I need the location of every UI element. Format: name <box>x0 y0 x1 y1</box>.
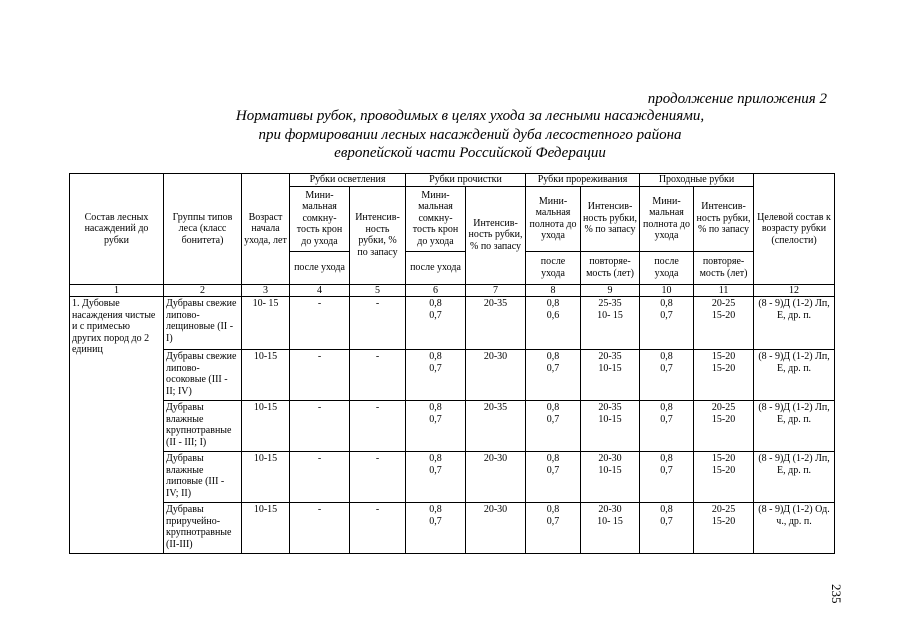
c10-value-a: 0,8 <box>660 402 673 413</box>
subheader-c10: Мини-мальная полнота до ухода <box>640 186 694 251</box>
c9-value-a: 20-35 <box>598 351 622 362</box>
c9-cell <box>581 452 640 503</box>
target-cell: (8 - 9)Д (1-2) Лп, Е, др. п. <box>754 401 835 452</box>
sub2-c4: после ухода <box>290 251 350 284</box>
c4-cell: - <box>290 452 350 503</box>
c9-cell <box>581 503 640 554</box>
c10-cell <box>640 503 694 554</box>
target-cell: (8 - 9)Д (1-2) Лп, Е, др. п. <box>754 350 835 401</box>
sub2-c9: повторяе-мость (лет) <box>581 251 640 284</box>
title-line-2: при формировании лесных насаждений дуба лесостепного района <box>258 127 682 143</box>
age-cell: 10- 15 <box>242 297 290 350</box>
c4-cell: - <box>290 350 350 401</box>
subheader-c6: Мини-мальная сомкну-тость крон до ухода <box>406 186 466 251</box>
c4-cell: - <box>290 503 350 554</box>
forest-group-cell: Дубравы приручейно-крупнотравные (II-III) <box>164 503 242 554</box>
target-cell: (8 - 9)Д (1-2) Од. ч., др. п. <box>754 503 835 554</box>
c10-value-a: 0,8 <box>660 504 673 515</box>
header-target: Целевой состав к возрасту рубки (спелости) <box>754 174 835 285</box>
c9-value-a: 25-35 <box>598 298 622 309</box>
c7-cell: 20-35 <box>466 297 526 350</box>
c10-value-b: 0,7 <box>660 362 673 374</box>
c9-value-a: 20-30 <box>598 504 622 515</box>
composition-cell: 1. Дубовые насаждения чистые и с примесью других пород до 2 единиц <box>70 297 164 554</box>
c11-cell <box>694 350 754 401</box>
c11-value-a: 15-20 <box>711 351 736 362</box>
c6-value-b: 0,7 <box>429 464 442 476</box>
sub2-c10: после ухода <box>640 251 694 284</box>
c9-value-a: 20-35 <box>598 402 622 413</box>
subheader-c7: Интенсив-ность рубки, % по запасу <box>466 186 526 284</box>
c10-value-b: 0,7 <box>660 413 673 425</box>
c8-cell <box>526 401 581 452</box>
c10-cell <box>640 401 694 452</box>
col-number: 8 <box>526 284 581 297</box>
sub2-c11: повторяе-мость (лет) <box>694 251 754 284</box>
c11-cell <box>694 452 754 503</box>
c8-value-a: 0,8 <box>546 298 560 309</box>
header-composition: Состав лесных насаждений до рубки <box>70 174 164 285</box>
c8-value-b: 0,7 <box>546 413 560 425</box>
col-number: 4 <box>290 284 350 297</box>
age-cell: 10-15 <box>242 401 290 452</box>
c10-value-b: 0,7 <box>660 309 673 321</box>
c7-cell: 20-30 <box>466 452 526 503</box>
c11-value-b: 15-20 <box>711 464 736 476</box>
col-number: 2 <box>164 284 242 297</box>
c8-value-a: 0,8 <box>546 453 560 464</box>
c11-value-a: 20-25 <box>711 504 736 515</box>
c10-cell <box>640 452 694 503</box>
c10-value-a: 0,8 <box>660 298 673 309</box>
table-row <box>70 297 835 350</box>
norms-table <box>69 173 835 554</box>
c10-value-b: 0,7 <box>660 515 673 527</box>
age-cell: 10-15 <box>242 350 290 401</box>
subheader-c9: Интенсив-ность рубки, % по запасу <box>581 186 640 251</box>
c6-value-b: 0,7 <box>429 413 442 425</box>
c5-cell: - <box>350 297 406 350</box>
c10-value-b: 0,7 <box>660 464 673 476</box>
c6-value-a: 0,8 <box>429 453 442 464</box>
c8-value-a: 0,8 <box>546 402 560 413</box>
c8-cell <box>526 350 581 401</box>
c6-cell <box>406 297 466 350</box>
c8-value-b: 0,6 <box>546 309 560 321</box>
col-number: 6 <box>406 284 466 297</box>
subheader-c5: Интенсив-ность рубки, % по запасу <box>350 186 406 284</box>
c11-value-a: 20-25 <box>711 402 736 413</box>
subheader-c4: Мини-мальная сомкну-тость крон до ухода <box>290 186 350 251</box>
col-number: 5 <box>350 284 406 297</box>
c7-cell: 20-35 <box>466 401 526 452</box>
title-line-3: европейской части Российской Федерации <box>334 145 606 161</box>
header-thinning: Рубки прореживания <box>526 174 640 187</box>
c9-value-b: 10- 15 <box>597 309 623 321</box>
c11-value-a: 20-25 <box>711 298 736 309</box>
appendix-label: продолжение приложения 2 <box>647 91 827 107</box>
c10-cell <box>640 350 694 401</box>
c11-cell <box>694 297 754 350</box>
col-number: 9 <box>581 284 640 297</box>
c11-cell <box>694 503 754 554</box>
c9-value-b: 10-15 <box>598 464 622 476</box>
forest-group-cell: Дубравы свежие липово-осоковые (III - II; IV) <box>164 350 242 401</box>
header-age-start: Возраст начала ухода, лет <box>242 174 290 285</box>
title-line-1: Нормативы рубок, проводимых в целях ухода за лесными насаждениями, <box>235 108 705 124</box>
forest-group-cell: Дубравы свежие липово-лещиновые (II - I) <box>164 297 242 350</box>
c9-cell <box>581 297 640 350</box>
age-cell: 10-15 <box>242 452 290 503</box>
c4-cell: - <box>290 297 350 350</box>
col-number: 11 <box>694 284 754 297</box>
c11-value-a: 15-20 <box>711 453 736 464</box>
c7-cell: 20-30 <box>466 350 526 401</box>
c6-value-b: 0,7 <box>429 362 442 374</box>
column-number-row <box>70 284 835 297</box>
forest-group-cell: Дубравы влажные крупнотравные (II - III; I) <box>164 401 242 452</box>
c6-cell <box>406 503 466 554</box>
c8-value-b: 0,7 <box>546 464 560 476</box>
c10-value-a: 0,8 <box>660 453 673 464</box>
c5-cell: - <box>350 452 406 503</box>
page-number: 235 <box>829 584 844 604</box>
age-cell: 10-15 <box>242 503 290 554</box>
c8-value-a: 0,8 <box>546 351 560 362</box>
c6-cell <box>406 401 466 452</box>
table-row <box>70 401 835 452</box>
col-number: 7 <box>466 284 526 297</box>
c11-value-b: 15-20 <box>711 309 736 321</box>
col-number: 12 <box>754 284 835 297</box>
c11-value-b: 15-20 <box>711 515 736 527</box>
c4-cell: - <box>290 401 350 452</box>
target-cell: (8 - 9)Д (1-2) Лп, Е, др. п. <box>754 452 835 503</box>
c5-cell: - <box>350 350 406 401</box>
c6-value-b: 0,7 <box>429 309 442 321</box>
c5-cell: - <box>350 503 406 554</box>
c6-value-a: 0,8 <box>429 402 442 413</box>
c5-cell: - <box>350 401 406 452</box>
subheader-c11: Интенсив-ность рубки, % по запасу <box>694 186 754 251</box>
header-cleaning: Рубки прочистки <box>406 174 526 187</box>
table-row <box>70 503 835 554</box>
header-clearing: Рубки осветления <box>290 174 406 187</box>
forest-group-cell: Дубравы влажные липовые (III - IV; II) <box>164 452 242 503</box>
table-row <box>70 350 835 401</box>
c8-value-a: 0,8 <box>546 504 560 515</box>
c9-cell <box>581 401 640 452</box>
c11-value-b: 15-20 <box>711 413 736 425</box>
header-row-groups <box>70 174 835 187</box>
c7-cell: 20-30 <box>466 503 526 554</box>
c6-value-a: 0,8 <box>429 298 442 309</box>
subheader-c8: Мини-мальная полнота до ухода <box>526 186 581 251</box>
c9-value-b: 10- 15 <box>597 515 623 527</box>
c9-value-b: 10-15 <box>598 413 622 425</box>
sub2-c8: после ухода <box>526 251 581 284</box>
c9-value-a: 20-30 <box>598 453 622 464</box>
c8-cell <box>526 503 581 554</box>
c6-cell <box>406 350 466 401</box>
c6-value-a: 0,8 <box>429 351 442 362</box>
c8-cell <box>526 452 581 503</box>
col-number: 10 <box>640 284 694 297</box>
c8-cell <box>526 297 581 350</box>
col-number: 3 <box>242 284 290 297</box>
c11-value-b: 15-20 <box>711 362 736 374</box>
col-number: 1 <box>70 284 164 297</box>
sub2-c6: после ухода <box>406 251 466 284</box>
c10-value-a: 0,8 <box>660 351 673 362</box>
c6-value-a: 0,8 <box>429 504 442 515</box>
c9-value-b: 10-15 <box>598 362 622 374</box>
c10-cell <box>640 297 694 350</box>
c9-cell <box>581 350 640 401</box>
c8-value-b: 0,7 <box>546 362 560 374</box>
header-forest-groups: Группы типов леса (класс бонитета) <box>164 174 242 285</box>
header-passage: Проходные рубки <box>640 174 754 187</box>
target-cell: (8 - 9)Д (1-2) Лп, Е, др. п. <box>754 297 835 350</box>
c6-value-b: 0,7 <box>429 515 442 527</box>
c6-cell <box>406 452 466 503</box>
table-row <box>70 452 835 503</box>
c8-value-b: 0,7 <box>546 515 560 527</box>
c11-cell <box>694 401 754 452</box>
